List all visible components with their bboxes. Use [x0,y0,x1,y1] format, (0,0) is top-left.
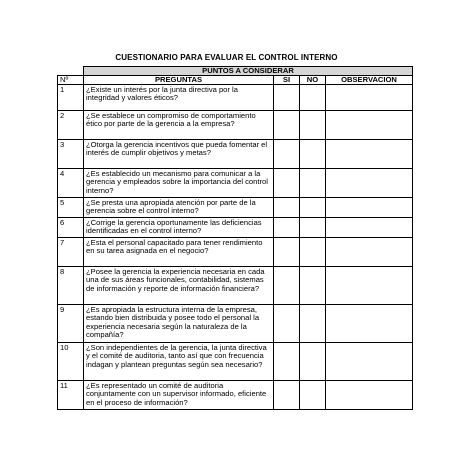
row-number: 1 [58,85,84,111]
row-number: 3 [58,140,84,169]
row-number: 7 [58,238,84,267]
answer-yes-cell[interactable] [274,218,300,238]
answer-no-cell[interactable] [300,169,326,198]
table-row [58,381,413,410]
observation-cell[interactable] [326,381,413,410]
answer-yes-cell[interactable] [274,140,300,169]
row-question: ¿Se presta una apropiada atención por parte de la gerencia sobre el control interno? [84,198,274,218]
row-number: 9 [58,305,84,343]
answer-yes-cell[interactable] [274,267,300,305]
row-question: ¿Corrige la gerencia oportunamente las deficiencias identificadas en el control interno? [84,218,274,238]
observation-cell[interactable] [326,111,413,140]
table-row [58,238,413,267]
row-question: ¿Posee la gerencia la experiencia necesaria en cada una de sus áreas funcionales, contabilidad, sistemas de información y reporte de información financiera? [84,267,274,305]
answer-no-cell[interactable] [300,85,326,111]
answer-no-cell[interactable] [300,198,326,218]
row-number: 5 [58,198,84,218]
observation-cell[interactable] [326,343,413,381]
observation-cell[interactable] [326,140,413,169]
answer-no-cell[interactable] [300,267,326,305]
control-questionnaire-table [57,66,413,410]
observation-cell[interactable] [326,198,413,218]
observation-cell[interactable] [326,85,413,111]
row-number: 6 [58,218,84,238]
answer-yes-cell[interactable] [274,85,300,111]
question-rows [58,85,413,410]
table-row [58,343,413,381]
answer-yes-cell[interactable] [274,238,300,267]
row-question: ¿Existe un interés por la junta directiva por la integridad y valores éticos? [84,85,274,111]
band-header: PUNTOS A CONSIDERAR [84,67,413,76]
column-header-num: Nº [58,76,84,85]
answer-no-cell[interactable] [300,343,326,381]
observation-cell[interactable] [326,169,413,198]
answer-no-cell[interactable] [300,381,326,410]
observation-cell[interactable] [326,267,413,305]
row-number: 2 [58,111,84,140]
column-header-yes: SI [274,76,300,85]
table-row [58,218,413,238]
answer-yes-cell[interactable] [274,198,300,218]
row-question: ¿Es representado un comité de auditoria conjuntamente con un supervisor informado, eficiente en el proceso de información? [84,381,274,410]
row-question: ¿Se establece un compromiso de comportamiento ético por parte de la gerencia a la empresa? [84,111,274,140]
table-row [58,111,413,140]
answer-yes-cell[interactable] [274,343,300,381]
document-title: CUESTIONARIO PARA EVALUAR EL CONTROL INTERNO [115,53,338,62]
row-question: ¿Esta el personal capacitado para tener rendimiento en su tarea asignada en el negocio? [84,238,274,267]
answer-no-cell[interactable] [300,238,326,267]
answer-no-cell[interactable] [300,111,326,140]
table-row [58,85,413,111]
observation-cell[interactable] [326,218,413,238]
column-header-row [58,76,413,85]
row-number: 8 [58,267,84,305]
answer-yes-cell[interactable] [274,169,300,198]
row-question: ¿Es apropiada la estructura interna de la empresa, estando bien distribuida y posee todo el personal la experiencia necesaria según la naturaleza de la compañía? [84,305,274,343]
answer-no-cell[interactable] [300,140,326,169]
column-header-no: NO [300,76,326,85]
answer-yes-cell[interactable] [274,305,300,343]
answer-no-cell[interactable] [300,218,326,238]
row-question: ¿Son independientes de la gerencia, la junta directiva y el comité de auditoria, tanto así que con frecuencia indagan y plantean preguntas según sea necesario? [84,343,274,381]
table-row [58,140,413,169]
column-header-question: PREGUNTAS [84,76,274,85]
row-question: ¿Otorga la gerencia incentivos que pueda fomentar el interés de cumplir objetivos y metas? [84,140,274,169]
answer-yes-cell[interactable] [274,111,300,140]
observation-cell[interactable] [326,238,413,267]
table-row [58,305,413,343]
table-row [58,267,413,305]
answer-yes-cell[interactable] [274,381,300,410]
row-number: 10 [58,343,84,381]
column-header-observation: OBSERVACION [326,76,413,85]
row-question: ¿Es establecido un mecanismo para comunicar a la gerencia y empleados sobre la importancia del control interno? [84,169,274,198]
table-row [58,169,413,198]
row-number: 11 [58,381,84,410]
row-number: 4 [58,169,84,198]
answer-no-cell[interactable] [300,305,326,343]
table-row [58,198,413,218]
observation-cell[interactable] [326,305,413,343]
